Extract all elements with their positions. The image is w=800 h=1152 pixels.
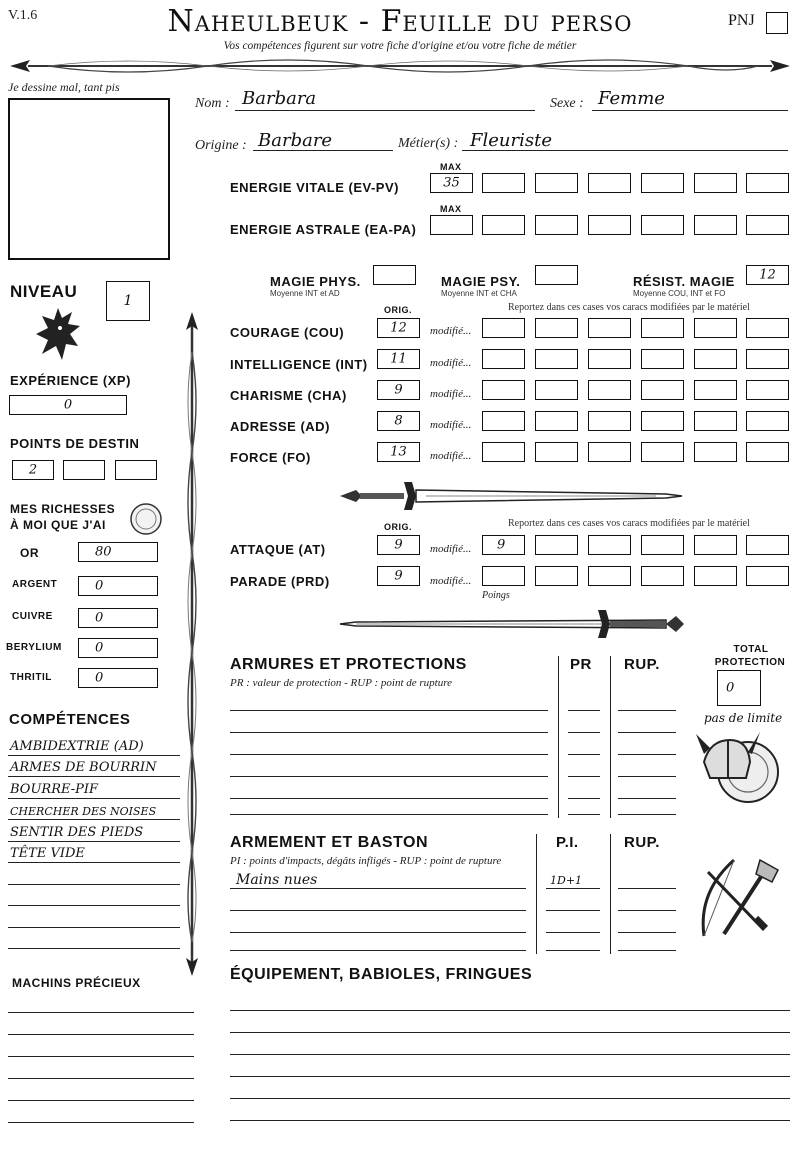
armement-sub: PI : points d'impacts, dégâts infligés - RUP : point de rupture (230, 855, 502, 867)
portrait-caption: Je dessine mal, tant pis (8, 80, 120, 94)
ea-box[interactable] (641, 215, 684, 235)
parade-mod-box[interactable] (641, 566, 684, 586)
competences-list (8, 734, 180, 949)
armement-line[interactable] (230, 910, 526, 911)
ea-box[interactable] (694, 215, 737, 235)
armement-title: ARMEMENT ET BASTON (230, 834, 429, 851)
parade-mod-box[interactable] (535, 566, 578, 586)
magie-psy-box[interactable] (535, 265, 578, 285)
weapon-name[interactable]: Mains nues (236, 872, 318, 888)
attaque-label: ATTAQUE (AT) (230, 542, 326, 557)
parade-mod-box[interactable] (482, 566, 525, 586)
armures-pr-header: PR (570, 656, 592, 673)
total-protection-value: 0 (726, 680, 735, 696)
pr-line[interactable] (568, 814, 600, 815)
machins-line[interactable] (8, 1034, 194, 1035)
carac-label-int: INTELLIGENCE (INT) (230, 357, 368, 372)
ev-box[interactable] (746, 173, 789, 193)
competence-item[interactable]: SENTIR DES PIEDS (8, 820, 180, 842)
ev-max-label: MAX (440, 162, 462, 172)
ev-box[interactable] (482, 173, 525, 193)
money-box-or[interactable]: 80 (78, 542, 158, 562)
spear-ornament (8, 54, 792, 78)
carac-orig-ad[interactable]: 8 (377, 411, 420, 431)
armure-line[interactable] (230, 710, 548, 711)
competence-item[interactable]: TÊTE VIDE (8, 842, 180, 864)
vertical-spear-ornament (182, 312, 202, 976)
money-box-argent[interactable]: 0 (78, 576, 158, 596)
pas-de-limite-label: pas de limite (704, 711, 783, 725)
armures-title: ARMURES ET PROTECTIONS (230, 656, 467, 673)
competence-item[interactable] (8, 906, 180, 928)
dragon-icon (32, 304, 84, 364)
resist-magie-box[interactable] (746, 265, 789, 285)
parade-mod-box[interactable] (694, 566, 737, 586)
combat-orig-label: ORIG. (384, 522, 413, 532)
destin-box[interactable] (63, 460, 105, 480)
competence-item[interactable]: BOURRE-PIF (8, 777, 180, 799)
carac-orig-int[interactable]: 11 (377, 349, 420, 369)
pi-line[interactable] (546, 910, 600, 911)
armement-line[interactable] (230, 932, 526, 933)
machins-line[interactable] (8, 1100, 194, 1101)
total-protection-box[interactable] (717, 670, 761, 706)
armures-rup-header: RUP. (624, 656, 660, 673)
carac-mod-box[interactable] (694, 349, 737, 369)
rup-line[interactable] (618, 798, 676, 799)
carac-mod-box[interactable] (482, 380, 525, 400)
niveau-value: 1 (123, 293, 133, 309)
money-box-thritil[interactable]: 0 (78, 668, 158, 688)
carac-mod-box[interactable] (641, 380, 684, 400)
resist-magie-value: 12 (759, 267, 776, 283)
pr-line[interactable] (568, 798, 600, 799)
armement-pi-header: P.I. (556, 834, 579, 851)
helmet-shield-icon (696, 726, 780, 810)
rup-line[interactable] (618, 814, 676, 815)
carac-mod-box[interactable] (641, 411, 684, 431)
modifie-label: modifié... (430, 357, 472, 369)
competence-item[interactable]: ARMES DE BOURRIN (8, 756, 180, 778)
origine-value[interactable]: Barbare (258, 130, 333, 151)
rup-line[interactable] (618, 888, 676, 889)
armures-divider (610, 656, 611, 818)
rup-line[interactable] (618, 910, 676, 911)
weapons-icon (694, 852, 784, 942)
parade-mod-box[interactable] (746, 566, 789, 586)
machins-line[interactable] (8, 1012, 194, 1013)
armure-line[interactable] (230, 814, 548, 815)
modifie-label: modifié... (430, 325, 472, 337)
carac-orig-fo[interactable]: 13 (377, 442, 420, 462)
richesses-label: MES RICHESSES (10, 502, 116, 516)
pr-line[interactable] (568, 732, 600, 733)
competence-item[interactable]: AMBIDEXTRIE (AD) (8, 734, 180, 756)
portrait-box[interactable] (8, 98, 170, 260)
carac-mod-box[interactable] (746, 349, 789, 369)
nom-label: Nom : (195, 96, 230, 111)
carac-mod-box[interactable] (746, 442, 789, 462)
destin-box[interactable]: 2 (12, 460, 54, 480)
armement-line[interactable] (230, 888, 526, 889)
combat-note: Reportez dans ces cases vos caracs modifiées par le matériel (508, 518, 750, 529)
equipement-line[interactable] (230, 1076, 790, 1077)
resist-magie-sub: Moyenne COU, INT et FO (633, 289, 726, 298)
carac-mod-box[interactable] (588, 411, 631, 431)
carac-mod-box[interactable] (535, 411, 578, 431)
ev-max-value: 35 (443, 175, 460, 191)
machins-line[interactable] (8, 1056, 194, 1057)
carac-label-ad: ADRESSE (AD) (230, 419, 330, 434)
ev-box[interactable] (694, 173, 737, 193)
coin-icon (128, 501, 164, 537)
competence-item[interactable] (8, 885, 180, 907)
pi-line[interactable] (546, 950, 600, 951)
armure-line[interactable] (230, 776, 548, 777)
carac-mod-box[interactable] (746, 411, 789, 431)
sexe-label: Sexe : (550, 96, 584, 111)
ea-box[interactable] (588, 215, 631, 235)
xp-label: EXPÉRIENCE (XP) (10, 373, 131, 388)
total-protection-label: TOTAL (733, 644, 769, 655)
money-label-thritil: THRITIL (10, 672, 52, 683)
money-label-argent: ARGENT (12, 579, 58, 590)
competence-item[interactable]: CHERCHER DES NOISES (8, 799, 180, 821)
armement-line[interactable] (230, 950, 526, 951)
money-label-or: OR (20, 546, 39, 560)
competences-label: COMPÉTENCES (9, 711, 131, 728)
armure-line[interactable] (230, 732, 548, 733)
machins-title: MACHINS PRÉCIEUX (12, 976, 141, 990)
pnj-checkbox[interactable] (766, 12, 788, 34)
carac-mod-box[interactable] (694, 318, 737, 338)
sexe-value[interactable]: Femme (598, 88, 665, 109)
magie-phys-label: MAGIE PHYS. (270, 274, 361, 289)
carac-mod-box[interactable] (588, 442, 631, 462)
armure-line[interactable] (230, 754, 548, 755)
rup-line[interactable] (618, 732, 676, 733)
ea-box[interactable] (482, 215, 525, 235)
armement-rup-header: RUP. (624, 834, 660, 851)
resist-magie-label: RÉSIST. MAGIE (633, 274, 735, 289)
competence-item[interactable] (8, 863, 180, 885)
armures-sub: PR : valeur de protection - RUP : point de rupture (230, 677, 452, 689)
pr-line[interactable] (568, 776, 600, 777)
richesses-label-2: À MOI QUE J'AI (10, 518, 106, 532)
destin-box[interactable] (115, 460, 157, 480)
magie-phys-box[interactable] (373, 265, 416, 285)
niveau-label: NIVEAU (10, 282, 78, 301)
carac-mod-box[interactable] (641, 442, 684, 462)
modifie-label: modifié... (430, 575, 472, 587)
page-title: Naheulbeuk - Feuille du perso (167, 4, 633, 39)
carac-mod-box[interactable] (694, 442, 737, 462)
page-subtitle: Vos compétences figurent sur votre fiche d'origine et/ou votre fiche de métier (223, 40, 577, 52)
equipement-line[interactable] (230, 1120, 790, 1121)
magie-phys-sub: Moyenne INT et AD (270, 289, 340, 298)
carac-mod-box[interactable] (641, 349, 684, 369)
carac-mod-box[interactable] (535, 318, 578, 338)
caracs-note: Reportez dans ces cases vos caracs modifiées par le matériel (508, 302, 750, 313)
ev-max-box[interactable] (430, 173, 473, 193)
parade-label: PARADE (PRD) (230, 574, 330, 589)
carac-label-cha: CHARISME (CHA) (230, 388, 347, 403)
pi-line[interactable] (546, 932, 600, 933)
attaque-mod-box[interactable] (588, 535, 631, 555)
carac-orig-cou[interactable]: 12 (377, 318, 420, 338)
rup-line[interactable] (618, 754, 676, 755)
equipement-title: ÉQUIPEMENT, BABIOLES, FRINGUES (230, 966, 533, 983)
machins-line[interactable] (8, 1122, 194, 1123)
weapon-pi[interactable]: 1D+1 (550, 874, 583, 887)
ev-label: ENERGIE VITALE (EV-PV) (230, 180, 399, 195)
pr-line[interactable] (568, 754, 600, 755)
modifie-label: modifié... (430, 388, 472, 400)
rup-line[interactable] (618, 776, 676, 777)
carac-mod-box[interactable] (588, 349, 631, 369)
carac-mod-box[interactable] (535, 442, 578, 462)
attaque-mod-box[interactable] (641, 535, 684, 555)
ea-box[interactable] (746, 215, 789, 235)
poings-label: Poings (482, 590, 510, 601)
ev-box[interactable] (641, 173, 684, 193)
version-label: V.1.6 (8, 8, 38, 23)
money-box-berylium[interactable]: 0 (78, 638, 158, 658)
metier-value[interactable]: Fleuriste (470, 130, 552, 151)
carac-mod-box[interactable] (535, 380, 578, 400)
parade-mod-box[interactable] (588, 566, 631, 586)
carac-label-cou: COURAGE (COU) (230, 325, 345, 340)
nom-line (235, 110, 535, 111)
xp-box[interactable] (9, 395, 127, 415)
ea-label: ENERGIE ASTRALE (EA-PA) (230, 222, 417, 237)
carac-mod-box[interactable] (482, 318, 525, 338)
carac-mod-box[interactable] (694, 380, 737, 400)
equipement-line[interactable] (230, 1032, 790, 1033)
carac-mod-box[interactable] (588, 380, 631, 400)
magie-psy-label: MAGIE PSY. (441, 274, 521, 289)
attaque-mod-box[interactable] (746, 535, 789, 555)
equipement-line[interactable] (230, 1010, 790, 1011)
attaque-orig-box[interactable]: 9 (377, 535, 420, 555)
equipement-line[interactable] (230, 1054, 790, 1055)
carac-orig-cha[interactable]: 9 (377, 380, 420, 400)
rup-line[interactable] (618, 710, 676, 711)
destin-label: POINTS DE DESTIN (10, 436, 140, 451)
attaque-mod-box[interactable]: 9 (482, 535, 525, 555)
carac-mod-box[interactable] (482, 349, 525, 369)
armement-divider (536, 834, 537, 954)
pr-line[interactable] (568, 710, 600, 711)
rup-line[interactable] (618, 950, 676, 951)
sword-icon (336, 606, 686, 642)
ea-box[interactable] (535, 215, 578, 235)
sword-icon (336, 478, 686, 514)
pnj-label: PNJ (728, 12, 755, 29)
ea-max-label: MAX (440, 204, 462, 214)
rup-line[interactable] (618, 932, 676, 933)
modifie-label: modifié... (430, 450, 472, 462)
money-box-cuivre[interactable]: 0 (78, 608, 158, 628)
carac-label-fo: FORCE (FO) (230, 450, 311, 465)
ea-max-box[interactable] (430, 215, 473, 235)
modifie-label: modifié... (430, 419, 472, 431)
magie-psy-sub: Moyenne INT et CHA (441, 289, 517, 298)
carac-mod-box[interactable] (482, 411, 525, 431)
competence-item[interactable] (8, 928, 180, 950)
carac-mod-box[interactable] (482, 442, 525, 462)
ev-box[interactable] (588, 173, 631, 193)
money-label-cuivre: CUIVRE (12, 611, 53, 622)
modifie-label: modifié... (430, 543, 472, 555)
origine-label: Origine : (195, 138, 247, 153)
attaque-mod-box[interactable] (694, 535, 737, 555)
machins-line[interactable] (8, 1078, 194, 1079)
nom-value[interactable]: Barbara (242, 88, 317, 109)
ev-box[interactable] (535, 173, 578, 193)
carac-mod-box[interactable] (746, 318, 789, 338)
sexe-line (592, 110, 788, 111)
carac-mod-box[interactable] (535, 349, 578, 369)
armement-divider (610, 834, 611, 954)
xp-value: 0 (63, 397, 73, 413)
armure-line[interactable] (230, 798, 548, 799)
parade-orig-box[interactable]: 9 (377, 566, 420, 586)
carac-mod-box[interactable] (746, 380, 789, 400)
money-label-berylium: BERYLIUM (6, 642, 62, 653)
caracs-orig-label: ORIG. (384, 305, 413, 315)
niveau-box[interactable] (106, 281, 150, 321)
carac-mod-box[interactable] (694, 411, 737, 431)
total-protection-label-2: PROTECTION (714, 657, 786, 668)
attaque-mod-box[interactable] (535, 535, 578, 555)
carac-mod-box[interactable] (588, 318, 631, 338)
armures-divider (558, 656, 559, 818)
carac-mod-box[interactable] (641, 318, 684, 338)
pi-line[interactable] (546, 888, 600, 889)
metier-label: Métier(s) : (398, 136, 459, 151)
equipement-line[interactable] (230, 1098, 790, 1099)
